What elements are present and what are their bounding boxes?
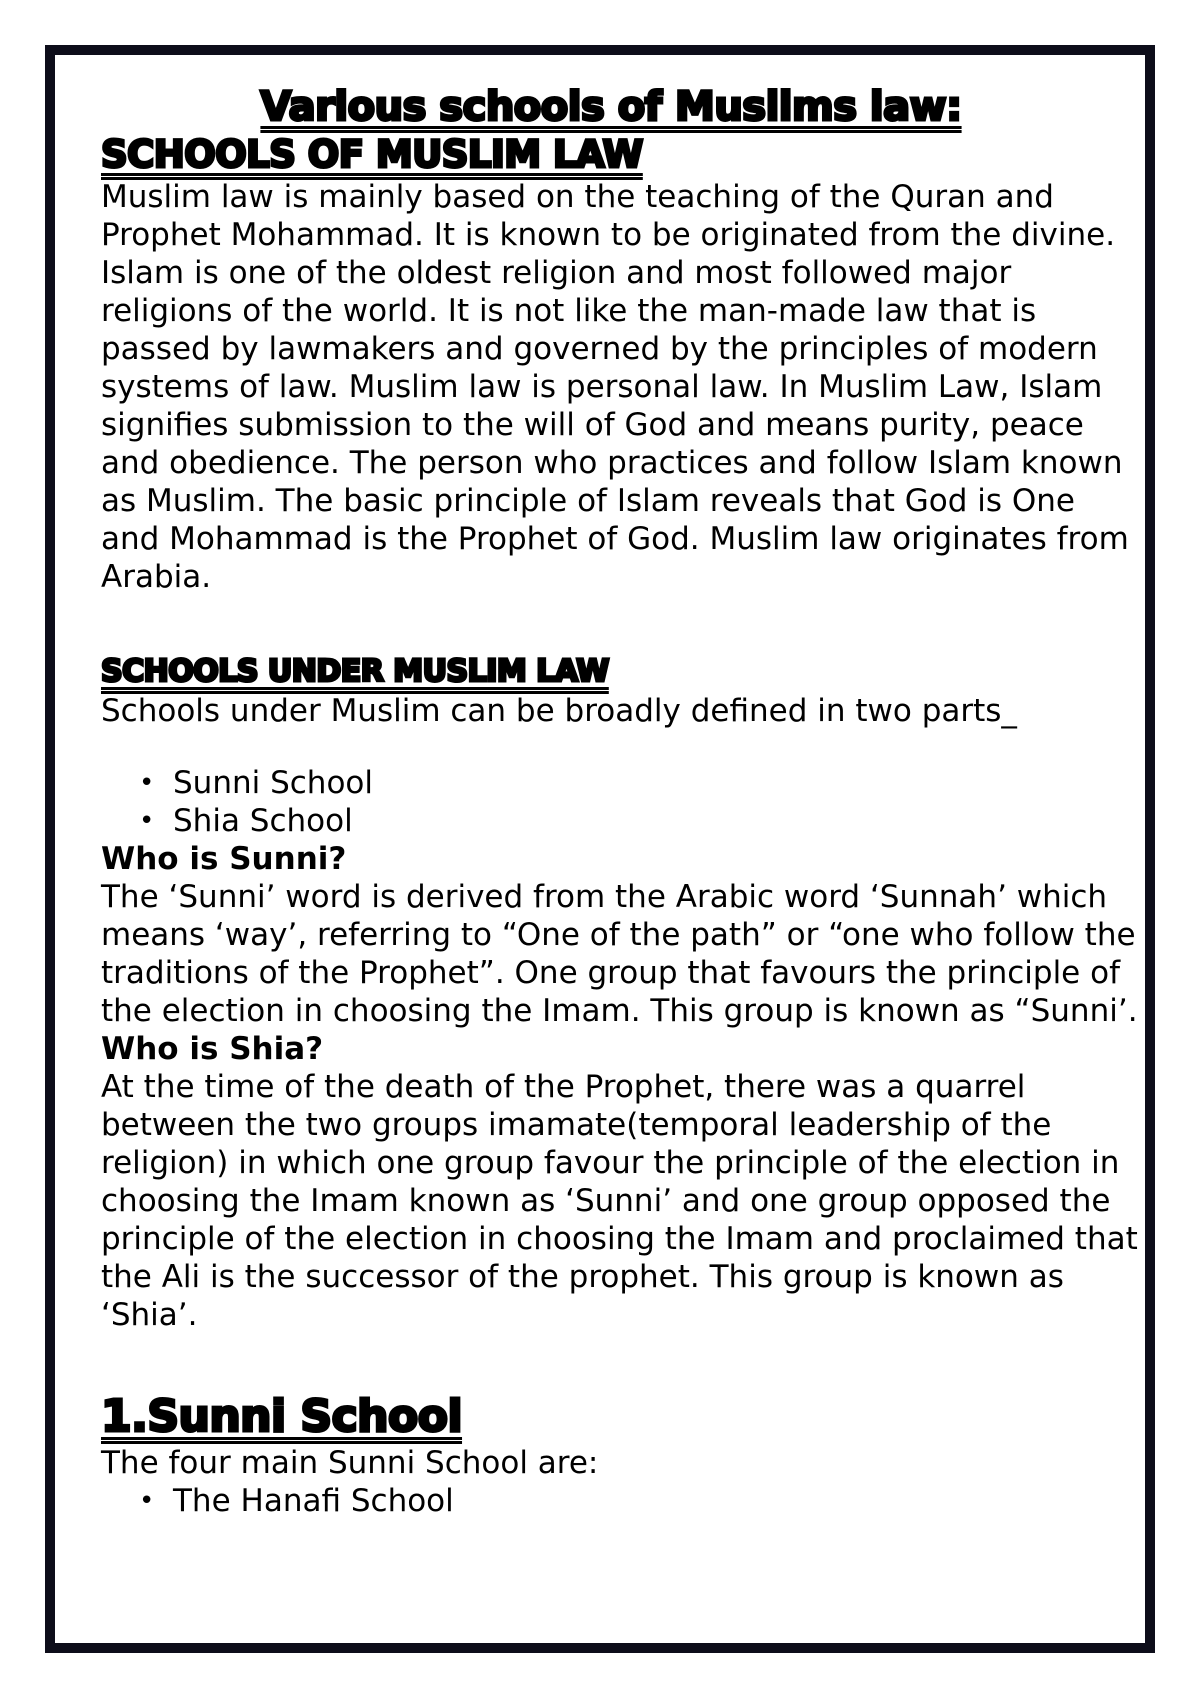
shia-paragraph: At the time of the death of the Prophet, there was a quarrel between the two groups imamate(temporal leadership of the religion) in which one group favour the principle of the election in choosing the Imam known as ‘Sunni’ and one group opposed the principle of the election in choosing the Imam and proclaimed that the Ali is the successor of the prophet. This group is known as ‘Shia’.	[101, 1069, 1138, 1333]
schools-list	[101, 764, 1141, 840]
sunni-schools-intro: The four main Sunni School are:	[101, 1445, 599, 1481]
sunni-schools-list	[101, 1482, 1141, 1520]
document-body	[101, 82, 1141, 1520]
document-title: Various schools of Muslims law:	[260, 84, 962, 130]
question-who-is-sunni: Who is Sunni?	[101, 841, 347, 877]
list-item-hanafi-school: • The Hanafi School	[173, 1482, 1141, 1520]
intro-paragraph: Muslim law is mainly based on the teaching of the Quran and Prophet Mohammad. It is known to be originated from the divine. Islam is one of the oldest religion and most followed major religions of the world. It is not like the man-made law that is passed by lawmakers and governed by the principles of modern systems of law. Muslim law is personal law. In Muslim Law, Islam signifies submission to the will of God and means purity, peace and obedience. The person who practices and follow Islam known as Muslim. The basic principle of Islam reveals that God is One and Mohammad is the Prophet of God. Muslim law originates from Arabia.	[101, 179, 1129, 595]
spacer	[101, 596, 1141, 652]
list-item-shia-school: • Shia School	[173, 802, 1141, 840]
sunni-paragraph: The ‘Sunni’ word is derived from the Arabic word ‘Sunnah’ which means ‘way’, referring to “One of the path” or “one who follow the traditions of the Prophet”. One group that favours the principle of the election in choosing the Imam. This group is known as “Sunni’.	[101, 879, 1138, 1029]
spacer	[101, 1334, 1141, 1390]
list-item-sunni-school: • Sunni School	[173, 764, 1141, 802]
spacer	[101, 730, 1141, 764]
question-who-is-shia: Who is Shia?	[101, 1031, 324, 1067]
schools-intro-text: Schools under Muslim can be broadly defined in two parts_	[101, 693, 1017, 729]
section-heading-sunni-school: 1.Sunni School	[101, 1391, 463, 1442]
section-heading-schools-under-muslim-law: SCHOOLS UNDER MUSLIM LAW	[101, 654, 609, 689]
section-heading-schools-of-muslim-law: SCHOOLS OF MUSLIM LAW	[101, 133, 643, 176]
